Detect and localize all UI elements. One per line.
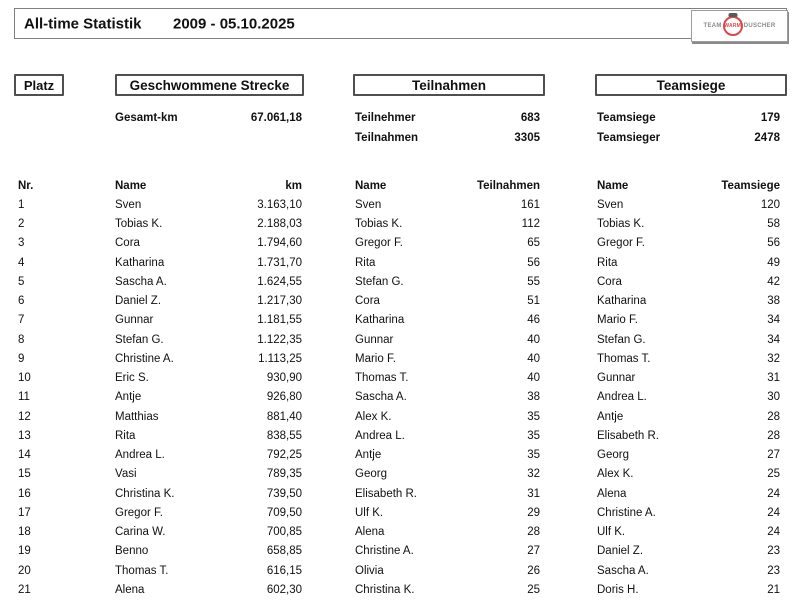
row-name: Ulf K. (355, 506, 384, 519)
row-value: 29 (527, 506, 540, 519)
table-row (355, 369, 540, 388)
row-value: 1.113,25 (258, 352, 302, 365)
summary-label: Teamsieger (597, 132, 661, 144)
table-row (597, 465, 780, 484)
column-header-teamsiege: Teamsiege (721, 179, 780, 192)
column-header-name: Name (355, 179, 387, 192)
row-value: 65 (527, 237, 540, 250)
row-name: Mario F. (597, 314, 638, 327)
warmduscher-circle-icon (723, 16, 743, 36)
summary-strecke (115, 108, 302, 128)
page-title: All-time Statistik (24, 15, 142, 32)
row-value: 31 (527, 487, 540, 500)
row-name: Andrea L. (355, 429, 405, 442)
table-row (355, 195, 540, 214)
date-range: 2009 - 05.10.2025 (173, 15, 295, 32)
row-name: Gunnar (355, 333, 394, 346)
table-row (115, 523, 302, 542)
table-row (115, 234, 302, 253)
table-row (115, 369, 302, 388)
row-value: 56 (527, 256, 540, 269)
row-value: 926,80 (266, 391, 302, 404)
row-name: Elisabeth R. (355, 487, 418, 500)
row-number: 13 (18, 429, 31, 442)
table-row (355, 349, 540, 368)
nr-column (18, 176, 68, 600)
row-name: Alex K. (597, 468, 634, 481)
summary-line (355, 128, 540, 148)
row-value: 34 (767, 314, 780, 327)
row-value: 55 (527, 275, 540, 288)
table-row (115, 426, 302, 445)
row-value: 35 (527, 449, 540, 462)
table-row (597, 484, 780, 503)
table-row (597, 407, 780, 426)
row-value: 58 (767, 218, 780, 231)
column-header-teilnahmen: Teilnahmen (476, 179, 540, 192)
summary-value: 683 (520, 112, 540, 124)
table-row (355, 426, 540, 445)
table-row (597, 215, 780, 234)
row-value: 23 (767, 564, 780, 577)
row-value: 1.731,70 (257, 256, 302, 269)
summary-label: Teilnehmer (355, 112, 416, 124)
row-value: 602,30 (266, 583, 302, 596)
row-value: 2.188,03 (257, 218, 302, 231)
row-number: 14 (18, 449, 31, 462)
column-header-name: Name (115, 179, 147, 192)
row-number: 19 (18, 545, 31, 558)
row-value: 46 (527, 314, 540, 327)
table-row (597, 503, 780, 522)
summary-label: Teilnahmen (355, 132, 419, 144)
section-header-teamsiege: Teamsiege (595, 74, 787, 96)
row-number: 18 (18, 526, 31, 539)
table-row (115, 465, 302, 484)
summary-teilnahmen (355, 108, 540, 148)
platz-header-box: Platz (14, 74, 64, 96)
table-row (597, 253, 780, 272)
row-value: 32 (767, 352, 780, 365)
table-row (597, 388, 780, 407)
row-value: 25 (527, 583, 540, 596)
row-number: 17 (18, 506, 31, 519)
row-number: 11 (18, 391, 30, 404)
table-row (355, 292, 540, 311)
row-name: Christine A. (115, 352, 174, 365)
row-name: Thomas T. (355, 372, 409, 385)
row-value: 1.181,55 (257, 314, 302, 327)
row-name: Christine A. (355, 545, 414, 558)
row-name: Olivia (355, 564, 384, 577)
row-name: Andrea L. (597, 391, 647, 404)
row-value: 34 (767, 333, 780, 346)
row-name: Sven (355, 198, 382, 211)
table-header-row (597, 176, 780, 195)
row-value: 3.163,10 (257, 198, 302, 211)
table-row (597, 330, 780, 349)
row-value: 24 (767, 526, 780, 539)
row-value: 38 (767, 295, 780, 308)
table-row (597, 446, 780, 465)
table-row (597, 349, 780, 368)
row-number: 8 (18, 333, 25, 346)
nr-column-header: Nr. (18, 179, 34, 192)
table-row (355, 330, 540, 349)
summary-label: Gesamt-km (115, 112, 178, 124)
table-row (355, 484, 540, 503)
row-number: 5 (18, 275, 25, 288)
row-name: Andrea L. (115, 449, 165, 462)
row-value: 112 (521, 218, 540, 231)
row-name: Stefan G. (597, 333, 646, 346)
row-name: Rita (115, 429, 136, 442)
row-value: 616,15 (266, 564, 302, 577)
table-row (115, 253, 302, 272)
row-name: Cora (597, 275, 622, 288)
row-name: Ulf K. (597, 526, 626, 539)
row-number: 15 (18, 468, 31, 481)
row-value: 42 (767, 275, 780, 288)
row-value: 792,25 (266, 449, 302, 462)
row-number: 3 (18, 237, 25, 250)
summary-line (355, 108, 540, 128)
row-name: Alex K. (355, 410, 392, 423)
table-row (115, 330, 302, 349)
row-name: Antje (355, 449, 382, 462)
table-row (355, 561, 540, 580)
logo-team-text: TEAM (703, 23, 722, 29)
table-row (597, 580, 780, 599)
row-name: Cora (115, 237, 140, 250)
row-name: Sven (597, 198, 624, 211)
summary-value: 2478 (754, 132, 780, 144)
table-row (355, 388, 540, 407)
row-name: Thomas T. (115, 564, 169, 577)
row-value: 1.794,60 (257, 237, 302, 250)
team-warmduscher-logo (691, 10, 788, 42)
table-row (355, 407, 540, 426)
row-value: 56 (767, 237, 780, 250)
row-value: 709,50 (266, 506, 302, 519)
row-name: Matthias (115, 410, 159, 423)
row-number: 1 (18, 198, 25, 211)
row-name: Daniel Z. (597, 545, 644, 558)
row-value: 881,40 (266, 410, 302, 423)
section-header-geschwommene-strecke: Geschwommene Strecke (115, 74, 304, 96)
table-geschwommene-strecke (115, 176, 302, 600)
row-value: 27 (527, 545, 540, 558)
row-value: 658,85 (266, 545, 302, 558)
row-name: Benno (115, 545, 149, 558)
table-row (355, 503, 540, 522)
table-row (597, 542, 780, 561)
table-header-row (355, 176, 540, 195)
row-name: Sascha A. (355, 391, 407, 404)
row-name: Rita (597, 256, 618, 269)
row-value: 1.217,30 (257, 295, 302, 308)
row-number: 21 (18, 583, 31, 596)
row-name: Thomas T. (597, 352, 651, 365)
row-value: 26 (527, 564, 540, 577)
column-header-km: km (285, 179, 302, 192)
row-value: 21 (767, 583, 780, 596)
table-row (597, 311, 780, 330)
row-number: 4 (18, 256, 25, 269)
row-value: 35 (527, 410, 540, 423)
row-value: 51 (527, 295, 540, 308)
row-name: Elisabeth R. (597, 429, 660, 442)
row-name: Carina W. (115, 526, 166, 539)
row-value: 1.624,55 (257, 275, 302, 288)
table-row (355, 523, 540, 542)
row-name: Gregor F. (355, 237, 403, 250)
row-name: Eric S. (115, 372, 149, 385)
table-row (597, 195, 780, 214)
row-value: 49 (767, 256, 780, 269)
row-name: Antje (115, 391, 142, 404)
row-value: 30 (767, 391, 780, 404)
section-header-teilnahmen: Teilnahmen (353, 74, 545, 96)
row-name: Doris H. (597, 583, 639, 596)
row-name: Katharina (115, 256, 165, 269)
row-name: Georg (355, 468, 387, 481)
table-row (115, 542, 302, 561)
table-teamsiege (597, 176, 780, 600)
row-name: Alena (355, 526, 385, 539)
row-name: Mario F. (355, 352, 396, 365)
table-row (597, 523, 780, 542)
row-name: Alena (597, 487, 627, 500)
table-row (355, 215, 540, 234)
summary-value: 179 (760, 112, 780, 124)
row-value: 739,50 (266, 487, 302, 500)
table-row (115, 311, 302, 330)
table-row (597, 561, 780, 580)
row-value: 40 (527, 372, 540, 385)
row-number: 6 (18, 295, 25, 308)
table-row (355, 311, 540, 330)
row-value: 789,35 (266, 468, 302, 481)
shower-head-icon (728, 13, 737, 17)
table-row (115, 292, 302, 311)
summary-teamsiege (597, 108, 780, 148)
row-name: Rita (355, 256, 376, 269)
table-row (597, 234, 780, 253)
row-name: Gregor F. (115, 506, 163, 519)
row-value: 930,90 (266, 372, 302, 385)
row-value: 28 (527, 526, 540, 539)
table-teilnahmen (355, 176, 540, 600)
row-name: Daniel Z. (115, 295, 162, 308)
table-row (115, 561, 302, 580)
row-number: 20 (18, 564, 31, 577)
summary-value: 67.061,18 (250, 112, 302, 124)
row-name: Christina K. (115, 487, 175, 500)
table-row (355, 580, 540, 599)
row-value: 838,55 (266, 429, 302, 442)
table-row (115, 215, 302, 234)
table-row (115, 446, 302, 465)
row-number: 16 (18, 487, 31, 500)
row-name: Alena (115, 583, 145, 596)
row-value: 38 (527, 391, 540, 404)
table-row (115, 503, 302, 522)
row-number: 9 (18, 352, 25, 365)
table-row (115, 388, 302, 407)
table-row (355, 234, 540, 253)
row-name: Christina K. (355, 583, 415, 596)
row-value: 700,85 (266, 526, 302, 539)
summary-line (115, 108, 302, 128)
table-row (355, 446, 540, 465)
row-name: Tobias K. (115, 218, 163, 231)
row-value: 40 (527, 352, 540, 365)
row-value: 32 (527, 468, 540, 481)
logo-duscher-text: DUSCHER (743, 23, 776, 29)
row-value: 161 (520, 198, 540, 211)
table-row (115, 349, 302, 368)
row-name: Sascha A. (115, 275, 167, 288)
row-number: 12 (18, 410, 31, 423)
row-name: Vasi (115, 468, 137, 481)
table-row (115, 580, 302, 599)
row-name: Gunnar (597, 372, 636, 385)
row-name: Gunnar (115, 314, 154, 327)
row-value: 120 (760, 198, 780, 211)
summary-value: 3305 (514, 132, 540, 144)
row-name: Sascha A. (597, 564, 649, 577)
row-value: 28 (767, 410, 780, 423)
row-number: 7 (18, 314, 25, 327)
row-value: 27 (767, 449, 780, 462)
title-bar (14, 8, 787, 39)
table-row (115, 484, 302, 503)
row-name: Sven (115, 198, 142, 211)
row-name: Georg (597, 449, 629, 462)
row-number: 2 (18, 218, 25, 231)
table-row (597, 369, 780, 388)
row-name: Gregor F. (597, 237, 645, 250)
row-name: Cora (355, 295, 380, 308)
row-name: Katharina (597, 295, 647, 308)
column-header-name: Name (597, 179, 629, 192)
row-value: 24 (767, 506, 780, 519)
row-name: Tobias K. (355, 218, 403, 231)
row-name: Antje (597, 410, 624, 423)
row-value: 35 (527, 429, 540, 442)
row-value: 25 (767, 468, 780, 481)
logo-warm-text: WARM (724, 23, 742, 29)
table-row (355, 253, 540, 272)
table-row (115, 195, 302, 214)
row-value: 1.122,35 (257, 333, 302, 346)
row-name: Tobias K. (597, 218, 645, 231)
row-value: 28 (767, 429, 780, 442)
row-number: 10 (18, 372, 31, 385)
table-row (355, 465, 540, 484)
table-row (115, 407, 302, 426)
summary-label: Teamsiege (597, 112, 656, 124)
summary-line (597, 108, 780, 128)
row-value: 23 (767, 545, 780, 558)
table-row (355, 272, 540, 291)
table-row (115, 272, 302, 291)
row-name: Christine A. (597, 506, 656, 519)
table-row (597, 426, 780, 445)
row-name: Stefan G. (355, 275, 404, 288)
row-value: 24 (767, 487, 780, 500)
row-name: Katharina (355, 314, 405, 327)
table-row (597, 272, 780, 291)
summary-line (597, 128, 780, 148)
table-row (597, 292, 780, 311)
row-name: Stefan G. (115, 333, 164, 346)
row-value: 40 (527, 333, 540, 346)
row-value: 31 (767, 372, 780, 385)
table-row (355, 542, 540, 561)
table-header-row (115, 176, 302, 195)
